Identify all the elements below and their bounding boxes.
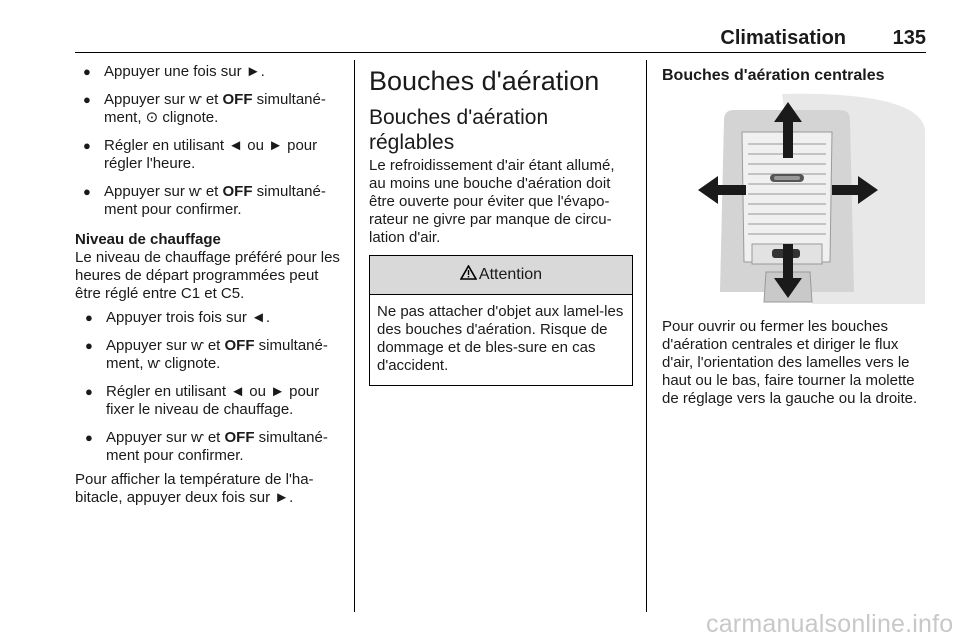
- air-vent-image: [662, 92, 925, 304]
- bullet-icon: ●: [83, 184, 91, 199]
- attention-title: Attention: [478, 266, 543, 283]
- list-item: ● Régler en utilisant ◄ ou ► pour fixer le niveau de chauffage.: [85, 383, 320, 418]
- attention-text: Ne pas attacher d'objet aux lamel-les des bouches d'aération. Risque de dommage et de bles-sure en cas d'accident.: [377, 303, 624, 374]
- column-middle: [369, 63, 633, 386]
- section-text: Le niveau de chauffage préféré pour les heures de départ programmées peut être réglé entre C1 et C5.: [75, 249, 340, 302]
- bullet-icon: ●: [83, 64, 91, 79]
- page-number: 135: [892, 27, 926, 49]
- column-left: [75, 63, 343, 507]
- bullet-icon: ●: [83, 138, 91, 153]
- bullet-icon: ●: [85, 384, 93, 399]
- section-text: Pour ouvrir ou fermer les bouches d'aération centrales et diriger le flux d'air, l'orientation des lamelles vers le haut ou le bas, faire tourner la molette de réglage vers la gauche ou la droite.: [662, 318, 918, 407]
- watermark-text: carmanualsonline.info: [706, 610, 954, 638]
- bullet-icon: ●: [83, 92, 91, 107]
- section-heading: Bouches d'aération: [369, 66, 600, 96]
- attention-header: [370, 256, 632, 295]
- bullet-icon: ●: [85, 310, 93, 325]
- list-item: ● Appuyer sur ⱳ et OFF simultané-ment, ⱳ clignote.: [85, 337, 328, 372]
- header-divider: [75, 52, 926, 53]
- chapter-title: Climatisation: [720, 27, 846, 49]
- list-item: ● Appuyer trois fois sur ◄.: [85, 309, 271, 326]
- steps-list-heating: [75, 309, 343, 465]
- list-item: ● Appuyer sur ⱳ et OFF simultané-ment pour confirmer.: [83, 183, 326, 218]
- column-right: [662, 63, 928, 408]
- list-item: ● Appuyer sur ⱳ et OFF simultané-ment pour confirmer.: [85, 429, 328, 464]
- warning-triangle-icon: [460, 265, 477, 285]
- air-vent-illustration: [662, 92, 925, 304]
- list-item: ● Appuyer sur ⱳ et OFF simultané-ment, ⊙ clignote.: [83, 91, 326, 126]
- section-text: Le refroidissement d'air étant allumé, au moins une bouche d'aération doit être ouverte pour éviter que l'évapo-rateur ne givre par manque de circu-lation d'air.: [369, 157, 615, 246]
- list-item: ● Régler en utilisant ◄ ou ► pour régler l'heure.: [83, 137, 318, 172]
- column-divider-2: [646, 60, 647, 612]
- closing-text: Pour afficher la température de l'ha-bitacle, appuyer deux fois sur ►.: [75, 471, 314, 506]
- column-divider-1: [354, 60, 355, 612]
- page-header: [75, 27, 926, 51]
- list-item: ● Appuyer une fois sur ►.: [83, 63, 265, 80]
- bullet-icon: ●: [85, 430, 93, 445]
- steps-list-clock: [75, 63, 343, 219]
- bullet-icon: ●: [85, 338, 93, 353]
- section-subheading: Bouches d'aération réglables: [369, 106, 549, 154]
- attention-box: [369, 255, 633, 386]
- section-subheading: Niveau de chauffage: [75, 231, 221, 248]
- section-heading: Bouches d'aération centrales: [662, 67, 885, 84]
